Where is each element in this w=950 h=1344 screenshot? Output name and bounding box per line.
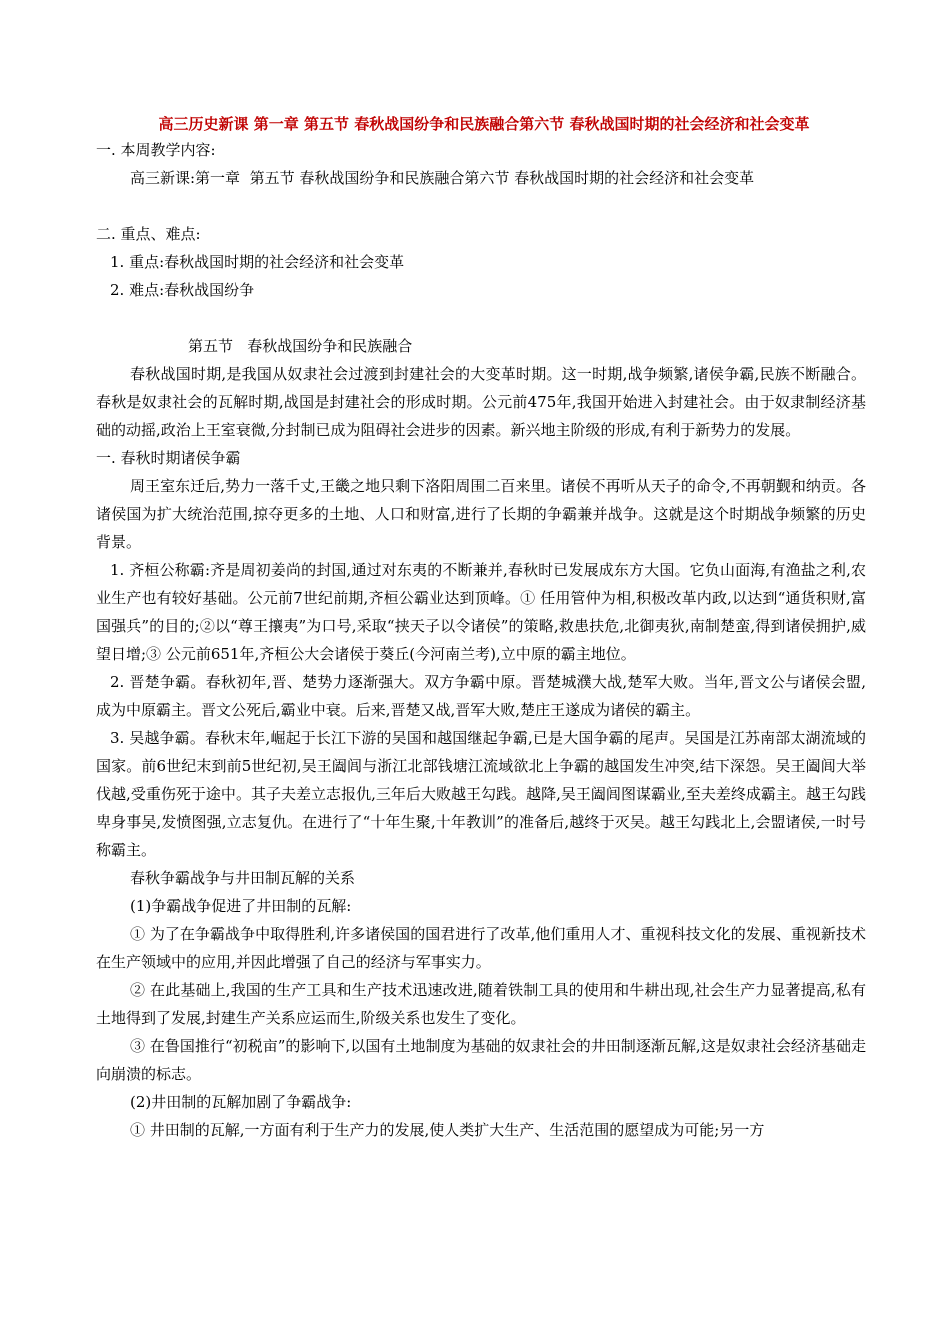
subsection-1-point-c: ③ 在鲁国推行“初税亩”的影响下,以国有土地制度为基础的奴隶社会的井田制逐渐瓦解,这是奴隶社会经济基础走向崩溃的标志。 [96, 1037, 866, 1083]
spacer [96, 304, 866, 332]
key-point-2: 2. 难点:春秋战国纷争 [110, 281, 255, 299]
section-one-body: 高三新课:第一章 第五节 春秋战国纷争和民族融合第六节 春秋战国时期的社会经济和社会变革 [130, 169, 755, 187]
item-wu-yue: 3. 吴越争霸。春秋末年,崛起于长江下游的吴国和越国继起争霸,已是大国争霸的尾声。吴国是江苏南部太湖流域的国家。前6世纪末到前5世纪初,吴王阖闾与浙江北部钱塘江流域欲北上争霸的越国发生冲突,结下深怨。吴王阖闾大举伐越,受重伤死于途中。其子夫差立志报仇,三年后大败越王勾践。越降,吴王阖闾图谋霸业,至夫差终成霸主。越王勾践卑身事吴,发愤图强,立志复仇。在进行了“十年生聚,十年教训”的准备后,越终于灭吴。越王勾践北上,会盟诸侯,一时号称霸主。 [96, 729, 866, 859]
subsection-2-heading: (2)井田制的瓦解加剧了争霸战争: [130, 1093, 352, 1111]
section-two-heading: 二. 重点、难点: [96, 225, 201, 243]
part-one-heading: 一. 春秋时期诸侯争霸 [96, 449, 241, 467]
subsection-1-heading: (1)争霸战争促进了井田制的瓦解: [130, 897, 352, 915]
key-point-1: 1. 重点:春秋战国时期的社会经济和社会变革 [110, 253, 405, 271]
document-title: 高三历史新课 第一章 第五节 春秋战国纷争和民族融合第六节 春秋战国时期的社会经济和社会变革 [158, 115, 810, 133]
spacer [96, 192, 866, 220]
chapter-title: 第五节 春秋战国纷争和民族融合 [188, 337, 413, 355]
document-page [96, 112, 866, 1144]
subsection-1-point-b: ② 在此基础上,我国的生产工具和生产技术迅速改进,随着铁制工具的使用和牛耕出现,社会生产力显著提高,私有土地得到了发展,封建生产关系应运而生,阶级关系也发生了变化。 [96, 981, 866, 1027]
relation-heading: 春秋争霸战争与井田制瓦解的关系 [130, 869, 356, 887]
background-paragraph: 周王室东迁后,势力一落千丈,王畿之地只剩下洛阳周围二百来里。诸侯不再听从天子的命令,不再朝觐和纳贡。各诸侯国为扩大统治范围,掠夺更多的土地、人口和财富,进行了长期的争霸兼并战争。这就是这个时期战争频繁的历史背景。 [96, 477, 866, 551]
item-jin-chu: 2. 晋楚争霸。春秋初年,晋、楚势力逐渐强大。双方争霸中原。晋楚城濮大战,楚军大败。当年,晋文公与诸侯会盟,成为中原霸主。晋文公死后,霸业中衰。后来,晋楚又战,晋军大败,楚庄王遂成为诸侯的霸主。 [96, 673, 866, 719]
item-qi-huangong: 1. 齐桓公称霸:齐是周初姜尚的封国,通过对东夷的不断兼并,春秋时已发展成东方大国。它负山面海,有渔盐之利,农业生产也有较好基础。公元前7世纪前期,齐桓公霸业达到顶峰。① 任用管仲为相,积极改革内政,以达到“通货积财,富国强兵”的目的;②以“尊王攘夷”为口号,采取“挟天子以令诸侯”的策略,救患扶危,北御夷狄,南制楚蛮,得到诸侯拥护,威望日增;③ 公元前651年,齐桓公大会诸侯于葵丘(今河南兰考),立中原的霸主地位。 [96, 561, 866, 663]
subsection-1-point-a: ① 为了在争霸战争中取得胜利,许多诸侯国的国君进行了改革,他们重用人才、重视科技文化的发展、重视新技术在生产领域中的应用,并因此增强了自己的经济与军事实力。 [96, 925, 866, 971]
subsection-2-point-a: ① 井田制的瓦解,一方面有利于生产力的发展,使人类扩大生产、生活范围的愿望成为可能;另一方 [130, 1121, 765, 1139]
section-one-heading: 一. 本周教学内容: [96, 141, 216, 159]
intro-paragraph: 春秋战国时期,是我国从奴隶社会过渡到封建社会的大变革时期。这一时期,战争频繁,诸侯争霸,民族不断融合。春秋是奴隶社会的瓦解时期,战国是封建社会的形成时期。公元前475年,我国开始进入封建社会。由于奴隶制经济基础的动摇,政治上王室衰微,分封制已成为阻碍社会进步的因素。新兴地主阶级的形成,有利于新势力的发展。 [96, 365, 866, 439]
